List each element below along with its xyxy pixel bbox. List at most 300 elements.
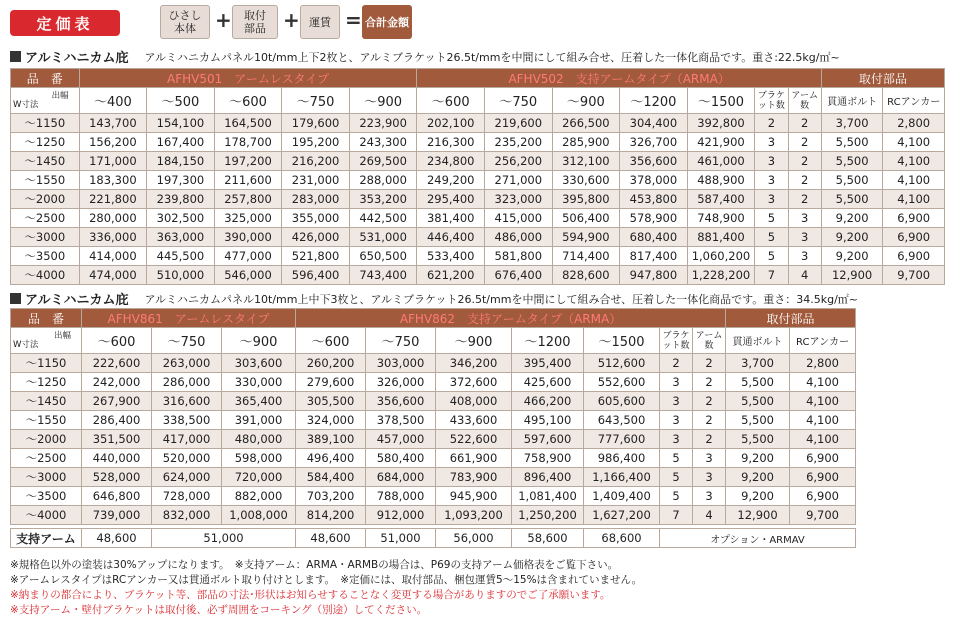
formula-total: 合計金額 — [362, 5, 412, 39]
price-cell: 3 — [755, 190, 788, 209]
section1-desc: アルミハニカムパネル10t/mm上下2枚と、アルミブラケット26.5t/mmを中間にして組み合せ、圧着した一体化商品です。重さ:22.5kg/㎡~ — [144, 50, 840, 64]
group-header-b: AFHV862 支持アームタイプ（ARMA） — [296, 309, 726, 328]
column-header: ～500 — [147, 88, 215, 114]
price-cell: 197,300 — [147, 171, 215, 190]
column-header: ～600 — [214, 88, 282, 114]
header — [10, 8, 120, 38]
price-cell: 178,700 — [214, 133, 282, 152]
plus-icon: + — [283, 8, 300, 32]
table-row — [11, 487, 856, 506]
price-cell: 372,600 — [436, 373, 512, 392]
price-cell: 945,900 — [436, 487, 512, 506]
price-cell: 378,500 — [366, 411, 436, 430]
row-width-label: ～3500 — [11, 487, 82, 506]
price-cell: 9,700 — [883, 266, 945, 285]
price-cell: 3 — [693, 468, 726, 487]
price-cell: 748,900 — [687, 209, 755, 228]
table-row — [11, 411, 856, 430]
table-row — [11, 171, 945, 190]
price-cell: 495,100 — [512, 411, 584, 430]
note-2: ※アームレスタイプはRCアンカー又は貫通ボルト取り付けとします。 ※定価には、取付部品、梱包運賃5～15%は含まれていません。 — [10, 574, 643, 586]
price-cell: 512,600 — [584, 354, 660, 373]
column-header: ～600 — [82, 328, 152, 354]
rc-anchor-header: RCアンカー — [883, 88, 945, 114]
price-cell: 521,800 — [282, 247, 350, 266]
price-cell: 421,900 — [687, 133, 755, 152]
price-cell: 480,000 — [222, 430, 296, 449]
price-cell: 2 — [693, 430, 726, 449]
price-cell: 4,100 — [883, 152, 945, 171]
price-cell: 271,000 — [485, 171, 553, 190]
price-cell: 5 — [660, 449, 693, 468]
square-bullet-icon — [10, 51, 21, 62]
price-cell: 1,081,400 — [512, 487, 584, 506]
price-cell: 5,500 — [821, 133, 883, 152]
price-cell: 219,600 — [485, 114, 553, 133]
price-cell: 3 — [660, 392, 693, 411]
price-cell: 154,100 — [147, 114, 215, 133]
support-price: 48,600 — [296, 529, 366, 548]
price-cell: 223,900 — [349, 114, 417, 133]
price-cell: 179,600 — [282, 114, 350, 133]
hinban-header: 品 番 — [11, 69, 80, 88]
price-cell: 506,400 — [552, 209, 620, 228]
parts-header: 取付部品 — [821, 69, 944, 88]
price-cell: 4,100 — [790, 411, 856, 430]
price-cell: 584,400 — [296, 468, 366, 487]
price-cell: 302,500 — [147, 209, 215, 228]
price-cell: 392,800 — [687, 114, 755, 133]
price-cell: 381,400 — [417, 209, 485, 228]
price-cell: 6,900 — [790, 449, 856, 468]
support-price: 51,000 — [152, 529, 296, 548]
price-cell: 643,500 — [584, 411, 660, 430]
column-header: ～750 — [366, 328, 436, 354]
price-cell: 395,800 — [552, 190, 620, 209]
price-cell: 195,200 — [282, 133, 350, 152]
price-cell: 3 — [693, 449, 726, 468]
price-cell: 912,000 — [366, 506, 436, 525]
support-price: 51,000 — [366, 529, 436, 548]
price-cell: 533,400 — [417, 247, 485, 266]
formula-body-label: ひさし本体 — [168, 9, 202, 35]
price-cell: 12,900 — [821, 266, 883, 285]
table-row — [11, 506, 856, 525]
column-header: ～750 — [152, 328, 222, 354]
price-cell: 546,000 — [214, 266, 282, 285]
price-cell: 587,400 — [687, 190, 755, 209]
price-cell: 338,500 — [152, 411, 222, 430]
price-cell: 303,000 — [366, 354, 436, 373]
price-cell: 2 — [755, 114, 788, 133]
price-cell: 7 — [660, 506, 693, 525]
column-header: ～600 — [417, 88, 485, 114]
support-option: オプション・ARMAV — [660, 529, 856, 548]
price-cell: 594,900 — [552, 228, 620, 247]
price-cell: 4,100 — [790, 373, 856, 392]
price-cell: 743,400 — [349, 266, 417, 285]
price-cell: 316,600 — [152, 392, 222, 411]
row-width-label: ～1250 — [11, 133, 80, 152]
price-cell: 442,500 — [349, 209, 417, 228]
price-cell: 3,700 — [821, 114, 883, 133]
price-cell: 739,000 — [82, 506, 152, 525]
section1-heading — [10, 47, 840, 66]
price-cell: 216,300 — [417, 133, 485, 152]
price-cell: 3 — [788, 209, 821, 228]
support-arm-label: 支持アーム — [11, 529, 82, 548]
price-cell: 279,600 — [296, 373, 366, 392]
price-cell: 703,200 — [296, 487, 366, 506]
price-cell: 312,100 — [552, 152, 620, 171]
price-cell: 3 — [755, 171, 788, 190]
price-cell: 171,000 — [79, 152, 147, 171]
price-cell: 2 — [693, 373, 726, 392]
price-cell: 257,800 — [214, 190, 282, 209]
price-cell: 624,000 — [152, 468, 222, 487]
formula-parts-label: 取付部品 — [244, 9, 266, 35]
square-bullet-icon — [10, 293, 21, 304]
price-cell: 520,000 — [152, 449, 222, 468]
price-cell: 947,800 — [620, 266, 688, 285]
price-cell: 2,800 — [790, 354, 856, 373]
price-cell: 184,150 — [147, 152, 215, 171]
support-price: 58,600 — [512, 529, 584, 548]
group-header-a: AFHV861 アームレスタイプ — [82, 309, 296, 328]
price-cell: 2,800 — [883, 114, 945, 133]
column-header: ～750 — [485, 88, 553, 114]
price-cell: 758,900 — [512, 449, 584, 468]
price-table-2 — [10, 308, 856, 525]
table-row — [11, 247, 945, 266]
price-cell: 2 — [788, 133, 821, 152]
price-cell: 303,600 — [222, 354, 296, 373]
price-cell: 378,000 — [620, 171, 688, 190]
table-row — [11, 209, 945, 228]
price-cell: 202,100 — [417, 114, 485, 133]
price-cell: 650,500 — [349, 247, 417, 266]
formula-freight-label: 運賃 — [309, 15, 331, 29]
price-list-badge: 定価表 — [10, 10, 120, 36]
price-cell: 3 — [755, 133, 788, 152]
through-bolt-header: 貫通ボルト — [821, 88, 883, 114]
price-cell: 239,800 — [147, 190, 215, 209]
equals-icon: = — [345, 8, 362, 32]
price-cell: 1,008,000 — [222, 506, 296, 525]
column-header: ～400 — [79, 88, 147, 114]
row-width-label: ～3000 — [11, 468, 82, 487]
price-cell: 288,000 — [349, 171, 417, 190]
section2-title: アルミハニカム庇 — [25, 293, 129, 308]
row-width-label: ～2500 — [11, 449, 82, 468]
price-cell: 453,800 — [620, 190, 688, 209]
price-cell: 4 — [788, 266, 821, 285]
price-cell: 183,300 — [79, 171, 147, 190]
price-cell: 5,500 — [821, 190, 883, 209]
price-cell: 986,400 — [584, 449, 660, 468]
width-label: W寸法 — [13, 339, 39, 350]
price-cell: 1,627,200 — [584, 506, 660, 525]
price-cell: 355,000 — [282, 209, 350, 228]
price-cell: 5,500 — [726, 430, 790, 449]
price-cell: 197,200 — [214, 152, 282, 171]
projection-label: 出幅 — [51, 90, 69, 101]
column-header: ～750 — [282, 88, 350, 114]
through-bolt-header: 貫通ボルト — [726, 328, 790, 354]
price-cell: 353,200 — [349, 190, 417, 209]
bracket-count-header: ブラケット数 — [755, 88, 788, 114]
price-cell: 4,100 — [883, 171, 945, 190]
price-cell: 326,700 — [620, 133, 688, 152]
price-cell: 323,000 — [485, 190, 553, 209]
row-width-label: ～2000 — [11, 430, 82, 449]
price-cell: 814,200 — [296, 506, 366, 525]
price-cell: 9,200 — [726, 487, 790, 506]
dimension-header — [11, 88, 80, 114]
price-cell: 3 — [755, 152, 788, 171]
note-3: ※納まりの都合により、ブラケット等、部品の寸法･形状はお知らせすることなく変更する場合がありますのでご了承願います。 — [10, 589, 611, 601]
price-cell: 684,000 — [366, 468, 436, 487]
table-row — [11, 430, 856, 449]
price-cell: 5,500 — [726, 373, 790, 392]
price-cell: 728,000 — [152, 487, 222, 506]
price-cell: 426,000 — [282, 228, 350, 247]
column-header: ～600 — [296, 328, 366, 354]
plus-icon: + — [215, 8, 232, 32]
dimension-header — [11, 328, 82, 354]
table-row — [11, 468, 856, 487]
column-header: ～1500 — [584, 328, 660, 354]
column-header: ～1500 — [687, 88, 755, 114]
price-cell: 2 — [788, 190, 821, 209]
price-cell: 2 — [788, 171, 821, 190]
price-cell: 346,200 — [436, 354, 512, 373]
price-cell: 3 — [788, 228, 821, 247]
price-cell: 305,500 — [296, 392, 366, 411]
price-cell: 3 — [788, 247, 821, 266]
price-cell: 325,000 — [214, 209, 282, 228]
price-cell: 433,600 — [436, 411, 512, 430]
price-cell: 356,600 — [620, 152, 688, 171]
price-cell: 324,000 — [296, 411, 366, 430]
price-cell: 260,200 — [296, 354, 366, 373]
price-cell: 3 — [660, 373, 693, 392]
price-cell: 720,000 — [222, 468, 296, 487]
price-cell: 5,500 — [726, 392, 790, 411]
price-cell: 2 — [693, 411, 726, 430]
price-cell: 304,400 — [620, 114, 688, 133]
support-price: 56,000 — [436, 529, 512, 548]
row-width-label: ～4000 — [11, 266, 80, 285]
price-cell: 9,200 — [726, 468, 790, 487]
price-cell: 6,900 — [790, 468, 856, 487]
column-header: ～900 — [552, 88, 620, 114]
formula-box-parts — [232, 5, 278, 39]
table-row — [11, 373, 856, 392]
price-cell: 286,000 — [152, 373, 222, 392]
price-cell: 266,500 — [552, 114, 620, 133]
note-1: ※規格色以外の塗装は30%アップになります。 ※支持アーム：ARMA・ARMBの場合は、P69の支持アーム価格表をご覧下さい。 — [10, 559, 619, 571]
price-cell: 474,000 — [79, 266, 147, 285]
price-cell: 330,600 — [552, 171, 620, 190]
price-cell: 1,166,400 — [584, 468, 660, 487]
price-table-1 — [10, 68, 945, 285]
group-header-a: AFHV501 アームレスタイプ — [79, 69, 417, 88]
price-cell: 882,000 — [222, 487, 296, 506]
row-width-label: ～1150 — [11, 114, 80, 133]
projection-label: 出幅 — [53, 330, 71, 341]
price-cell: 578,900 — [620, 209, 688, 228]
price-cell: 6,900 — [883, 228, 945, 247]
bracket-count-header: ブラケット数 — [660, 328, 693, 354]
price-cell: 598,000 — [222, 449, 296, 468]
price-cell: 4,100 — [790, 392, 856, 411]
price-cell: 714,400 — [552, 247, 620, 266]
price-cell: 6,900 — [883, 247, 945, 266]
price-cell: 788,000 — [366, 487, 436, 506]
formula-box-body — [160, 5, 210, 39]
price-cell: 417,000 — [152, 430, 222, 449]
row-width-label: ～1450 — [11, 392, 82, 411]
price-cell: 4,100 — [883, 190, 945, 209]
row-width-label: ～3000 — [11, 228, 80, 247]
price-cell: 326,000 — [366, 373, 436, 392]
support-price: 68,600 — [584, 529, 660, 548]
price-cell: 510,000 — [147, 266, 215, 285]
price-cell: 231,000 — [282, 171, 350, 190]
group-header-b: AFHV502 支持アームタイプ（ARMA） — [417, 69, 821, 88]
price-cell: 446,400 — [417, 228, 485, 247]
price-cell: 596,400 — [282, 266, 350, 285]
table-row — [11, 266, 945, 285]
price-cell: 486,000 — [485, 228, 553, 247]
price-cell: 243,300 — [349, 133, 417, 152]
price-cell: 283,000 — [282, 190, 350, 209]
section2-heading — [10, 289, 858, 308]
section2-desc: アルミハニカムパネル10t/mm上中下3枚と、アルミブラケット26.5t/mmを中間にして組み合せ、圧着した一体化商品です。重さ：34.5kg/㎡~ — [144, 292, 858, 306]
price-cell: 2 — [693, 392, 726, 411]
table-row — [11, 354, 856, 373]
price-cell: 461,000 — [687, 152, 755, 171]
price-cell: 7 — [755, 266, 788, 285]
price-cell: 267,900 — [82, 392, 152, 411]
price-cell: 828,600 — [552, 266, 620, 285]
row-width-label: ～2500 — [11, 209, 80, 228]
price-cell: 395,400 — [512, 354, 584, 373]
table-row — [11, 228, 945, 247]
arm-count-header: アーム数 — [693, 328, 726, 354]
price-cell: 496,400 — [296, 449, 366, 468]
price-cell: 581,800 — [485, 247, 553, 266]
price-cell: 2 — [788, 152, 821, 171]
price-cell: 1,093,200 — [436, 506, 512, 525]
price-cell: 235,200 — [485, 133, 553, 152]
price-cell: 777,600 — [584, 430, 660, 449]
price-cell: 817,400 — [620, 247, 688, 266]
price-cell: 522,600 — [436, 430, 512, 449]
price-cell: 4 — [693, 506, 726, 525]
price-cell: 167,400 — [147, 133, 215, 152]
price-cell: 408,000 — [436, 392, 512, 411]
row-width-label: ～3500 — [11, 247, 80, 266]
price-cell: 3 — [660, 430, 693, 449]
price-cell: 269,500 — [349, 152, 417, 171]
price-cell: 391,000 — [222, 411, 296, 430]
price-cell: 580,400 — [366, 449, 436, 468]
table-row — [11, 449, 856, 468]
row-width-label: ～1450 — [11, 152, 80, 171]
price-cell: 2 — [693, 354, 726, 373]
price-cell: 445,500 — [147, 247, 215, 266]
price-cell: 330,000 — [222, 373, 296, 392]
price-cell: 249,200 — [417, 171, 485, 190]
price-cell: 363,000 — [147, 228, 215, 247]
price-cell: 1,409,400 — [584, 487, 660, 506]
price-cell: 12,900 — [726, 506, 790, 525]
price-cell: 1,228,200 — [687, 266, 755, 285]
price-cell: 286,400 — [82, 411, 152, 430]
price-cell: 488,900 — [687, 171, 755, 190]
price-cell: 621,200 — [417, 266, 485, 285]
price-cell: 9,200 — [821, 209, 883, 228]
price-cell: 597,600 — [512, 430, 584, 449]
price-cell: 552,600 — [584, 373, 660, 392]
price-cell: 263,000 — [152, 354, 222, 373]
price-cell: 9,700 — [790, 506, 856, 525]
price-cell: 5,500 — [821, 152, 883, 171]
price-cell: 832,000 — [152, 506, 222, 525]
width-label: W寸法 — [13, 99, 39, 110]
price-cell: 222,600 — [82, 354, 152, 373]
price-cell: 221,800 — [79, 190, 147, 209]
price-cell: 5 — [660, 468, 693, 487]
price-cell: 3 — [660, 411, 693, 430]
column-header: ～900 — [436, 328, 512, 354]
price-cell: 5 — [755, 209, 788, 228]
price-cell: 414,000 — [79, 247, 147, 266]
note-4: ※支持アーム・壁付ブラケットは取付後、必ず周囲をコーキング（別途）してください。 — [10, 604, 428, 616]
price-cell: 256,200 — [485, 152, 553, 171]
rc-anchor-header: RCアンカー — [790, 328, 856, 354]
price-cell: 295,400 — [417, 190, 485, 209]
price-cell: 390,000 — [214, 228, 282, 247]
price-cell: 425,600 — [512, 373, 584, 392]
row-width-label: ～1550 — [11, 171, 80, 190]
price-cell: 1,060,200 — [687, 247, 755, 266]
price-cell: 4,100 — [790, 430, 856, 449]
price-cell: 5 — [755, 247, 788, 266]
price-cell: 2 — [788, 114, 821, 133]
price-cell: 5,500 — [726, 411, 790, 430]
price-cell: 216,200 — [282, 152, 350, 171]
price-cell: 4,100 — [883, 133, 945, 152]
table-row — [11, 190, 945, 209]
table-row — [11, 392, 856, 411]
price-cell: 605,600 — [584, 392, 660, 411]
price-cell: 531,000 — [349, 228, 417, 247]
parts-header: 取付部品 — [726, 309, 856, 328]
price-cell: 3 — [693, 487, 726, 506]
price-cell: 285,900 — [552, 133, 620, 152]
row-width-label: ～2000 — [11, 190, 80, 209]
price-cell: 143,700 — [79, 114, 147, 133]
price-cell: 365,400 — [222, 392, 296, 411]
section1-title: アルミハニカム庇 — [25, 51, 129, 66]
price-cell: 661,900 — [436, 449, 512, 468]
column-header: ～1200 — [620, 88, 688, 114]
row-width-label: ～1550 — [11, 411, 82, 430]
row-width-label: ～1250 — [11, 373, 82, 392]
